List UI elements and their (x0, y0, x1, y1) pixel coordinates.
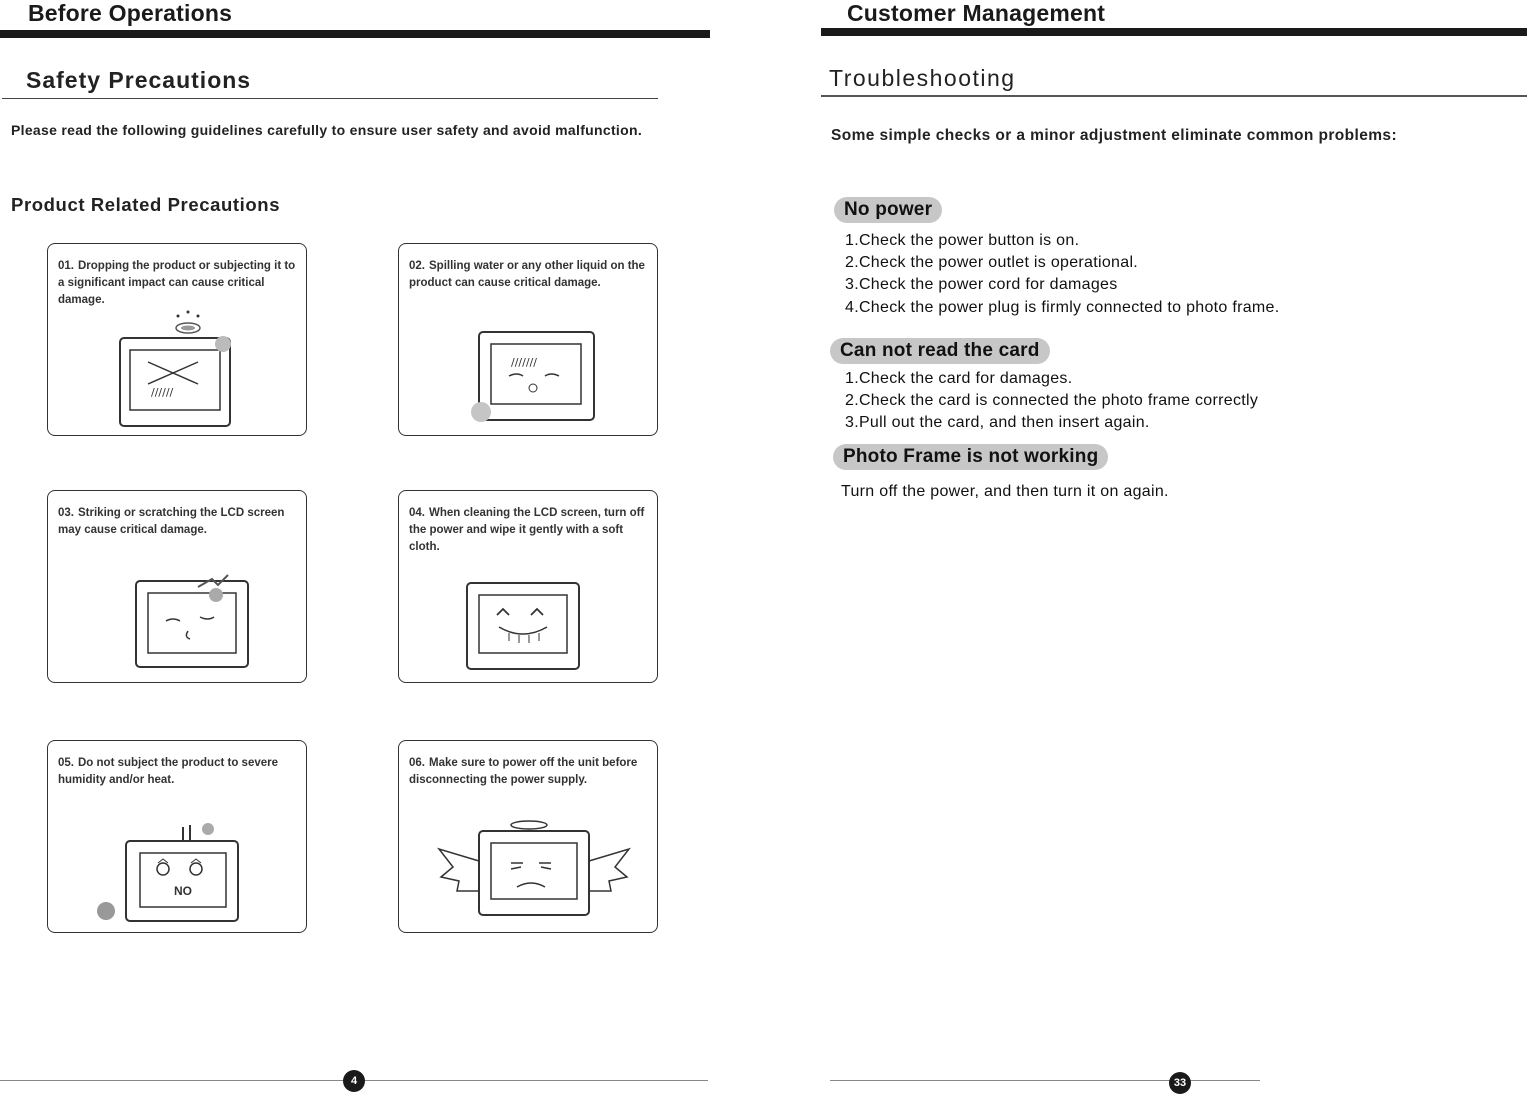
troubleshooting-intro: Some simple checks or a minor adjustment eliminate common problems: (831, 127, 1397, 144)
precaution-text-06: 06. Make sure to power off the unit before disconnecting the power supply. (409, 757, 638, 786)
precaution-card-06 (398, 740, 658, 933)
scratching-screen-illustration (48, 491, 308, 684)
safety-precautions-title: Safety Precautions (26, 67, 252, 93)
spilling-liquid-illustration (399, 244, 659, 437)
frame-not-working-item-1: Turn off the power, and then turn it on again. (841, 483, 1169, 500)
left-page-header: Before Operations (28, 0, 233, 26)
no-power-item-2: 2.Check the power outlet is operational. (845, 254, 1139, 271)
precaution-card-05 (47, 740, 307, 933)
no-power-item-4: 4.Check the power plug is firmly connected to photo frame. (845, 299, 1280, 316)
dropping-frame-illustration (48, 244, 308, 437)
precaution-text-03: 03. Striking or scratching the LCD screen may cause critical damage. (58, 507, 285, 536)
no-power-item-1: 1.Check the power button is on. (845, 232, 1080, 249)
product-precautions-title: Product Related Precautions (11, 194, 281, 215)
left-header-rule (0, 30, 710, 38)
figure-no-label: NO (174, 884, 192, 898)
troubleshooting-title: Troubleshooting (829, 65, 1016, 91)
card-read-item-1: 1.Check the card for damages. (845, 370, 1073, 387)
svg-text://////: ////// (151, 386, 174, 399)
precaution-text-05: 05. Do not subject the product to severe humidity and/or heat. (58, 757, 278, 786)
card-read-item-2: 2.Check the card is connected the photo frame correctly (845, 392, 1259, 409)
precaution-card-02 (398, 243, 658, 436)
precaution-card-04 (398, 490, 658, 683)
right-page-number: 33 (1169, 1072, 1191, 1094)
safety-intro: Please read the following guidelines carefully to ensure user safety and avoid malfunction. (11, 122, 643, 138)
card-read-item-3: 3.Pull out the card, and then insert again. (845, 414, 1150, 431)
left-page-number: 4 (343, 1070, 365, 1092)
right-footer-rule (830, 1080, 1260, 1081)
cleaning-screen-illustration (399, 491, 659, 684)
precaution-text-04: 04. When cleaning the LCD screen, turn off the power and wipe it gently with a soft cloth. (409, 507, 645, 553)
troubleshooting-title-rule (821, 95, 1527, 97)
precaution-text-02: 02. Spilling water or any other liquid on the product can cause critical damage. (409, 260, 645, 289)
right-header-rule (821, 28, 1527, 36)
no-power-item-3: 3.Check the power cord for damages (845, 276, 1118, 293)
precaution-text-01: 01. Dropping the product or subjecting it to a significant impact can cause critical damage. (58, 260, 296, 306)
safety-title-rule (2, 98, 658, 99)
problem-frame-not-working-title: Photo Frame is not working (833, 444, 1108, 470)
problem-no-power-title: No power (834, 197, 942, 223)
problem-card-read-title: Can not read the card (830, 338, 1050, 364)
humidity-heat-illustration (48, 741, 308, 934)
precaution-card-01 (47, 243, 307, 436)
power-off-angel-illustration (399, 741, 659, 934)
precaution-card-03 (47, 490, 307, 683)
svg-text:///////: /////// (511, 356, 537, 369)
right-page-header: Customer Management (847, 0, 1106, 26)
